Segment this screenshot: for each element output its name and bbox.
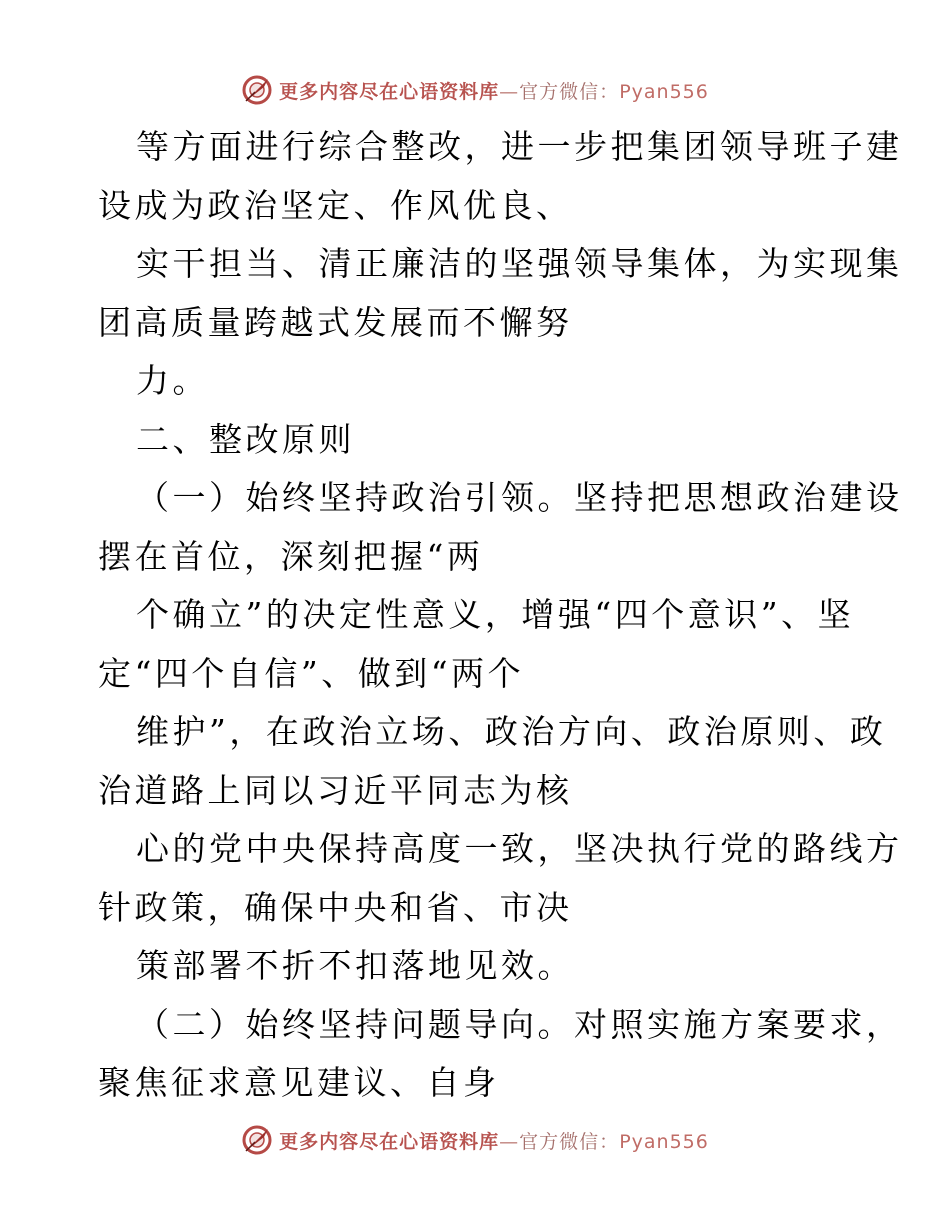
watermark-text	[279, 77, 709, 104]
text-line: 维护”，在政治立场、政治方向、政治原则、政	[136, 712, 887, 751]
text-line: （一）始终坚持政治引领。坚持把思想政治建设	[136, 478, 903, 517]
document-body	[98, 118, 903, 1113]
text-line: 二、整改原则	[136, 419, 355, 459]
text-line: 心的党中央保持高度一致，坚决执行党的路线方	[136, 829, 903, 868]
watermark-prefix: 更多内容尽在心语资料库	[279, 80, 500, 103]
watermark-wechat-id: Pyan556	[619, 80, 709, 103]
watermark-wechat-id: Pyan556	[619, 1130, 709, 1153]
quill-logo-icon	[241, 1124, 273, 1156]
quill-logo-icon	[241, 74, 273, 106]
watermark-wechat-label: 官方微信：	[519, 1130, 620, 1153]
text-line: 等方面进行综合整改，进一步把集团领导班子建	[136, 127, 903, 166]
text-line: 定“四个自信”、做到“两个	[98, 653, 525, 693]
text-line: 设成为政治坚定、作风优良、	[98, 185, 573, 225]
text-line: 针政策，确保中央和省、市决	[98, 887, 573, 927]
watermark-wechat-label: 官方微信：	[519, 80, 620, 103]
watermark-dash: —	[499, 80, 520, 103]
watermark-text	[279, 1127, 709, 1154]
text-line: 摆在首位，深刻把握“两	[98, 536, 484, 576]
watermark-prefix: 更多内容尽在心语资料库	[279, 1130, 500, 1153]
text-line: 团高质量跨越式发展而不懈努	[98, 302, 573, 342]
watermark-dash: —	[499, 1130, 520, 1153]
text-line: 个确立”的决定性意义，增强“四个意识”、坚	[136, 595, 855, 634]
footer-watermark	[0, 1120, 950, 1160]
text-line: 治道路上同以习近平同志为核	[98, 770, 573, 810]
text-line: 聚焦征求意见建议、自身	[98, 1063, 500, 1102]
text-line: 力。	[136, 361, 209, 400]
text-line: 策部署不折不扣落地见效。	[136, 946, 574, 985]
text-line: （二）始终坚持问题导向。对照实施方案要求，	[136, 1004, 903, 1044]
text-line: 实干担当、清正廉洁的坚强领导集体，为实现集	[136, 244, 903, 283]
header-watermark	[0, 70, 950, 110]
